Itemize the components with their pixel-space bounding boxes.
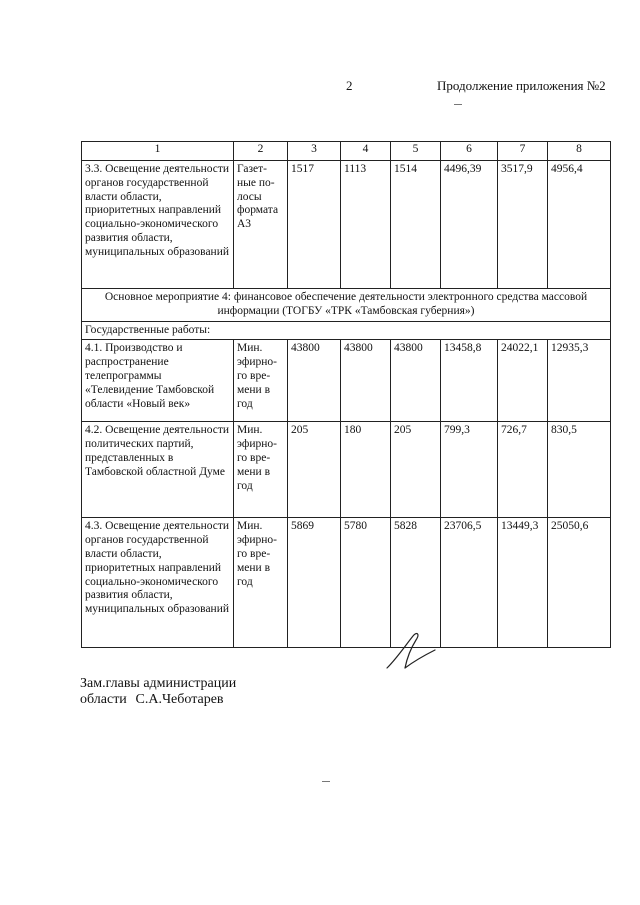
column-number: 4 [341, 142, 391, 161]
column-number: 6 [441, 142, 498, 161]
column-number: 2 [234, 142, 288, 161]
row-unit: Мин. эфирно-го вре-мени в год [234, 422, 288, 518]
cell-col-3: 1517 [288, 161, 341, 289]
table-row-3-3 [82, 161, 611, 289]
column-number: 8 [548, 142, 611, 161]
cell-col-7: 24022,1 [498, 340, 548, 422]
measure-4-row [82, 289, 611, 322]
row-name: 3.3. Освещение деятельности органов государственной власти области, приоритетных направлений социально-экономического развития области, муниципальных образований [82, 161, 234, 289]
cell-col-6: 4496,39 [441, 161, 498, 289]
signatory-line [80, 692, 224, 708]
measure-4-heading: Основное мероприятие 4: финансовое обеспечение деятельности электронного средства массовой информации (ТОГБУ «ТРК «Тамбовская губерния») [82, 289, 611, 322]
row-name: 4.2. Освещение деятельности политических партий, представленных в Тамбовской областной Думе [82, 422, 234, 518]
column-number: 3 [288, 142, 341, 161]
state-works-label: Государственные работы: [82, 321, 611, 340]
column-number-row [82, 142, 611, 161]
cell-col-6: 23706,5 [441, 518, 498, 648]
row-name: 4.3. Освещение деятельности органов государственной власти области, приоритетных направлений социально-экономического развития области, муниципальных образований [82, 518, 234, 648]
table-row-4-3 [82, 518, 611, 648]
table-row-4-2 [82, 422, 611, 518]
row-name: 4.1. Производство и распространение телепрограммы «Телевидение Тамбовской области «Новый век» [82, 340, 234, 422]
cell-col-4: 1113 [341, 161, 391, 289]
column-number: 1 [82, 142, 234, 161]
cell-col-5: 205 [391, 422, 441, 518]
signatory-region: области [80, 692, 127, 707]
cell-col-6: 13458,8 [441, 340, 498, 422]
cell-col-3: 5869 [288, 518, 341, 648]
appendix-continuation-note: Продолжение приложения №2 [437, 78, 606, 93]
row-unit: Мин. эфирно-го вре-мени в год [234, 518, 288, 648]
cell-col-7: 13449,3 [498, 518, 548, 648]
program-table [81, 141, 611, 648]
row-unit: Газет-ные по-лосы формата А3 [234, 161, 288, 289]
cell-col-8: 830,5 [548, 422, 611, 518]
cell-col-3: 43800 [288, 340, 341, 422]
cell-col-7: 3517,9 [498, 161, 548, 289]
cell-col-5: 1514 [391, 161, 441, 289]
cell-col-4: 180 [341, 422, 391, 518]
cell-col-5: 5828 [391, 518, 441, 648]
cell-col-7: 726,7 [498, 422, 548, 518]
works-label-row [82, 321, 611, 340]
page-number: 2 [346, 78, 353, 93]
scan-speck [454, 104, 462, 105]
cell-col-6: 799,3 [441, 422, 498, 518]
row-unit: Мин. эфирно-го вре-мени в год [234, 340, 288, 422]
handwritten-signature-icon [383, 628, 443, 673]
cell-col-4: 43800 [341, 340, 391, 422]
column-number: 5 [391, 142, 441, 161]
signatory-name: С.А.Чеботарев [135, 692, 224, 707]
cell-col-8: 4956,4 [548, 161, 611, 289]
column-number: 7 [498, 142, 548, 161]
cell-col-8: 25050,6 [548, 518, 611, 648]
cell-col-5: 43800 [391, 340, 441, 422]
cell-col-3: 205 [288, 422, 341, 518]
table-row-4-1 [82, 340, 611, 422]
scan-speck [322, 781, 330, 782]
cell-col-4: 5780 [341, 518, 391, 648]
signatory-title: Зам.главы администрации [80, 676, 237, 691]
cell-col-8: 12935,3 [548, 340, 611, 422]
